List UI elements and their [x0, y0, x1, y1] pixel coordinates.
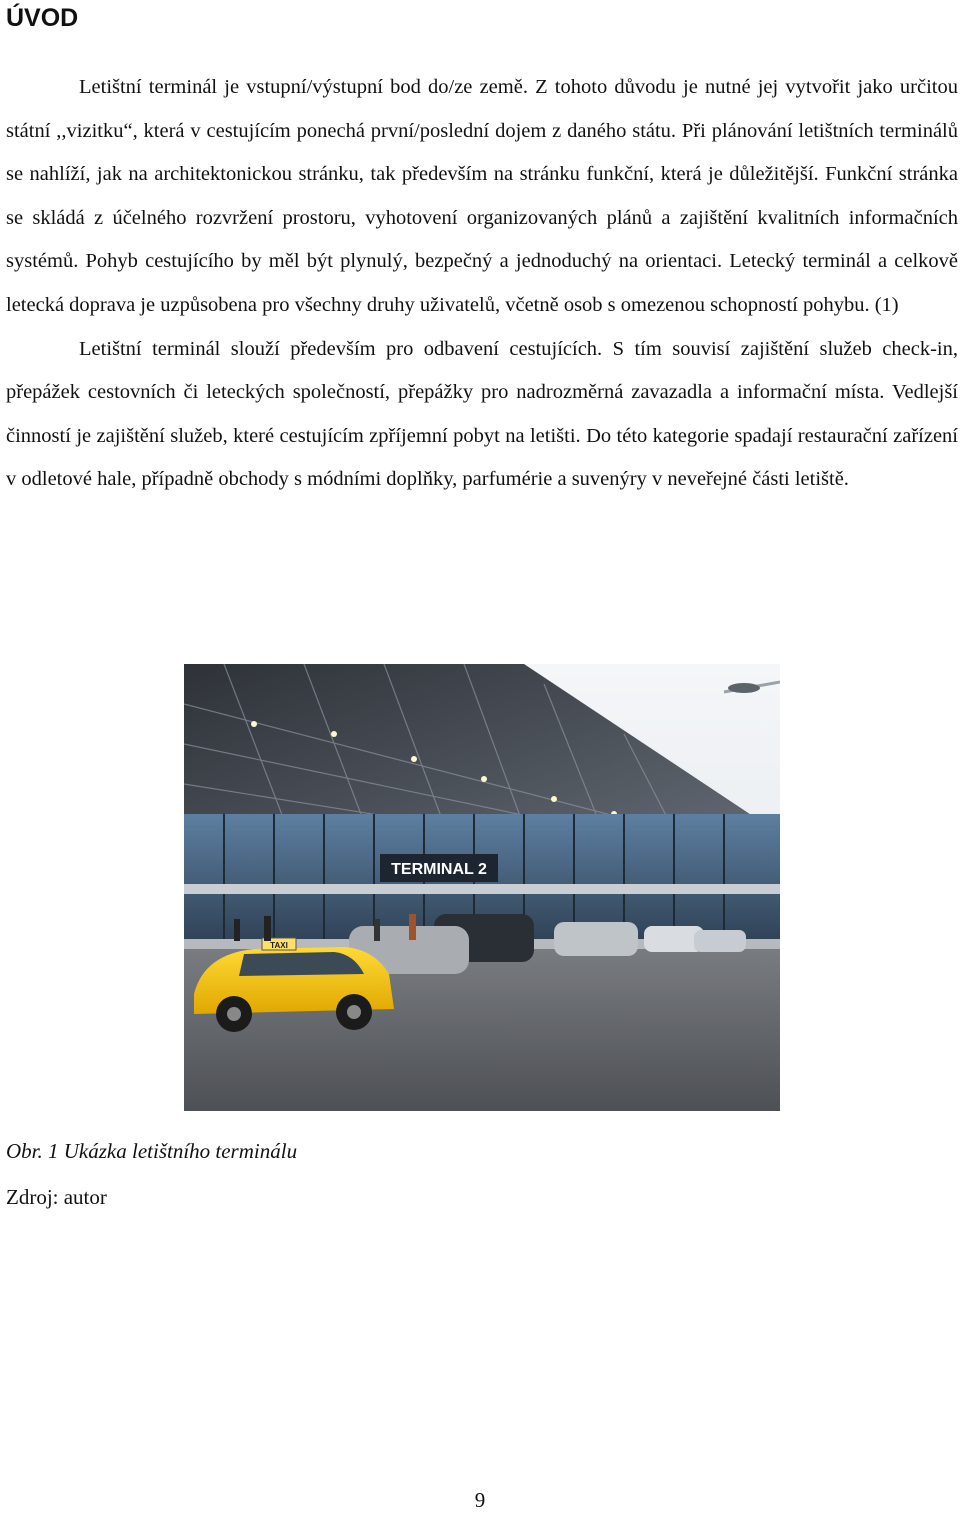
body-text	[6, 66, 958, 502]
svg-text:TAXI: TAXI	[270, 941, 288, 950]
figure-source: Zdroj: autor	[6, 1185, 107, 1209]
figure-caption: Obr. 1 Ukázka letištního terminálu	[6, 1139, 298, 1163]
terminal-photo-illustration	[184, 664, 780, 1111]
svg-text:TERMINAL 2: TERMINAL 2	[391, 861, 487, 878]
section-heading: ÚVOD	[6, 4, 79, 32]
terminal-photo	[184, 664, 780, 1111]
terminal-sign	[380, 854, 498, 882]
paragraph-1: Letištní terminál je vstupní/výstupní bod do/ze země. Z tohoto důvodu je nutné jej vytvořit jako určitou státní ,,vizitku“, která v cestujícím ponechá první/poslední dojem z daného státu. Při plánování letištních terminálů se nahlíží, jak na architektonickou stránku, tak především na stránku funkční, která je důležitější. Funkční stránka se skládá z účelného rozvržení prostoru, vyhotovení organizovaných plánů a zajištění kvalitních informačních systémů. Pohyb cestujícího by měl být plynulý, bezpečný a jednoduchý na orientaci. Letecký terminál a celkově letecká doprava je uzpůsobena pro všechny druhy uživatelů, včetně osob s omezenou schopností pohybu. (1)	[6, 76, 958, 316]
facade-band	[184, 884, 780, 894]
paragraph-2: Letištní terminál slouží především pro odbavení cestujících. S tím souvisí zajištění služeb check-in, přepážek cestovních či leteckých společností, přepážky pro nadrozměrná zavazadla a informační místa. Vedlejší činností je zajištění služeb, které cestujícím zpříjemní pobyt na letišti. Do této kategorie spadají restaurační zařízení v odletové hale, případně obchody s módními doplňky, parfumérie a suvenýry v neveřejné části letiště.	[6, 337, 958, 491]
page-number: 9	[474, 1488, 486, 1512]
